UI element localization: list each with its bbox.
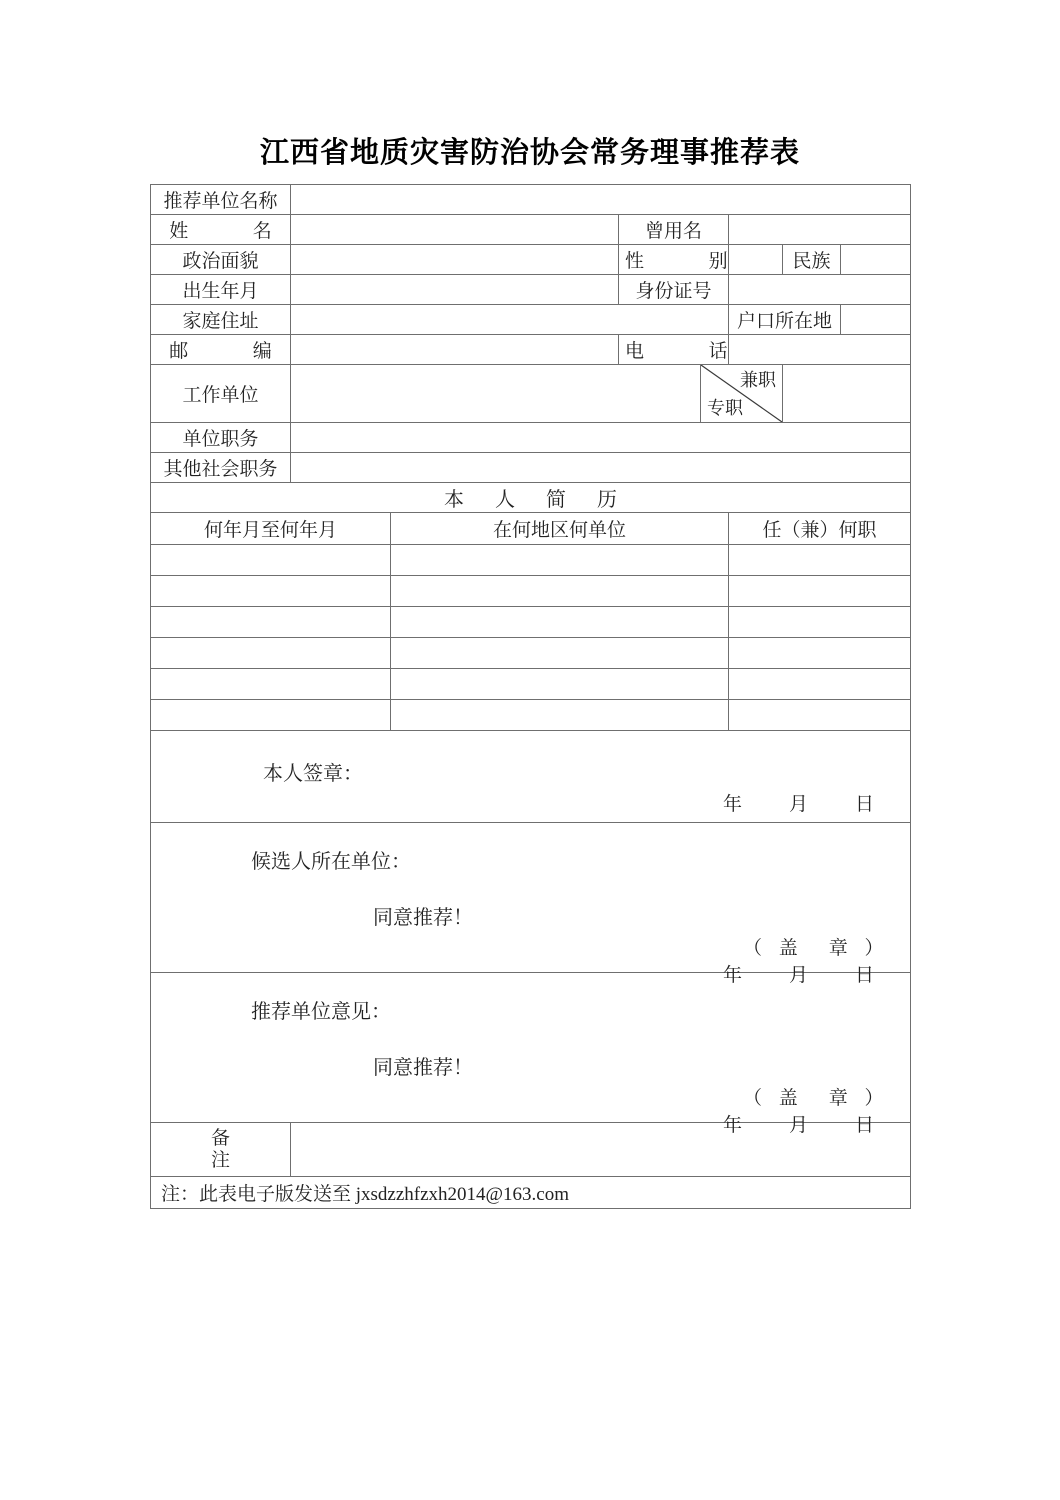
table-row xyxy=(151,545,911,576)
self-signature-date xyxy=(723,789,874,816)
date-day-label: 日 xyxy=(855,794,875,815)
recommending-unit-agree-text: 同意推荐！ xyxy=(373,1057,473,1079)
row-recommending-unit-opinion xyxy=(151,973,911,1123)
label-household-location: 户口所在地 xyxy=(729,305,841,335)
row-birth-date xyxy=(151,275,911,305)
label-home-address: 家庭住址 xyxy=(151,305,291,335)
label-work-unit: 工作单位 xyxy=(151,365,291,423)
resume-cell-period[interactable] xyxy=(151,545,391,576)
resume-section-banner: 本 人 简 历 xyxy=(151,483,911,513)
self-signature-block[interactable] xyxy=(151,731,911,823)
value-id-number[interactable] xyxy=(729,275,911,305)
resume-col-header-period: 何年月至何年月 xyxy=(151,513,391,545)
candidate-unit-opinion-block[interactable] xyxy=(151,823,911,986)
value-telephone[interactable] xyxy=(729,335,911,365)
label-political-status: 政治面貌 xyxy=(151,245,291,275)
table-row xyxy=(151,700,911,731)
label-gender: 性 别 xyxy=(619,245,729,275)
resume-cell-period[interactable] xyxy=(151,607,391,638)
row-resume-banner xyxy=(151,483,911,513)
recommendation-form-table xyxy=(150,184,911,1209)
resume-header-row xyxy=(151,513,911,545)
resume-cell-position[interactable] xyxy=(729,607,911,638)
row-unit-position xyxy=(151,423,911,453)
employment-type-diagonal-cell xyxy=(701,365,783,423)
remarks-label-line2: 注 xyxy=(210,1149,230,1171)
candidate-unit-title: 候选人所在单位： xyxy=(251,851,411,873)
date-year-label: 年 xyxy=(723,794,743,815)
resume-cell-place[interactable] xyxy=(391,638,729,669)
table-row xyxy=(151,669,911,700)
date-year-label: 年 xyxy=(723,965,743,986)
resume-cell-position[interactable] xyxy=(729,545,911,576)
table-row xyxy=(151,638,911,669)
date-month-label: 月 xyxy=(789,1115,809,1136)
remarks-label-line1: 备 xyxy=(210,1128,230,1150)
value-recommending-unit-name[interactable] xyxy=(291,185,911,215)
value-other-social-position[interactable] xyxy=(291,453,911,483)
label-ethnicity: 民族 xyxy=(783,245,841,275)
resume-cell-place[interactable] xyxy=(391,669,729,700)
resume-cell-place[interactable] xyxy=(391,576,729,607)
label-birth-date: 出生年月 xyxy=(151,275,291,305)
value-postcode[interactable] xyxy=(291,335,619,365)
resume-col-header-place: 在何地区何单位 xyxy=(391,513,729,545)
resume-cell-period[interactable] xyxy=(151,576,391,607)
label-name: 姓 名 xyxy=(151,215,291,245)
recommending-unit-seal-label: （ 盖 章 ） xyxy=(743,1088,890,1109)
date-month-label: 月 xyxy=(789,794,809,815)
row-work-unit xyxy=(151,365,911,423)
row-other-social-position xyxy=(151,453,911,483)
row-candidate-unit-opinion xyxy=(151,823,911,973)
resume-cell-period[interactable] xyxy=(151,700,391,731)
row-home-address xyxy=(151,305,911,335)
row-self-signature xyxy=(151,731,911,823)
resume-cell-position[interactable] xyxy=(729,576,911,607)
date-month-label: 月 xyxy=(789,965,809,986)
label-other-social-position: 其他社会职务 xyxy=(151,453,291,483)
label-recommending-unit-name: 推荐单位名称 xyxy=(151,185,291,215)
value-ethnicity[interactable] xyxy=(841,245,911,275)
resume-cell-position[interactable] xyxy=(729,669,911,700)
footnote-text: 注：此表电子版发送至 jxsdzzhfzxh2014@163.com xyxy=(151,1177,911,1209)
resume-cell-place[interactable] xyxy=(391,545,729,576)
candidate-unit-seal-label: （ 盖 章 ） xyxy=(743,938,890,959)
date-day-label: 日 xyxy=(855,965,875,986)
label-id-number: 身份证号 xyxy=(619,275,729,305)
date-day-label: 日 xyxy=(855,1115,875,1136)
value-former-name[interactable] xyxy=(729,215,911,245)
row-recommending-unit xyxy=(151,185,911,215)
label-telephone: 电 话 xyxy=(619,335,729,365)
resume-cell-position[interactable] xyxy=(729,638,911,669)
resume-cell-position[interactable] xyxy=(729,700,911,731)
recommending-unit-opinion-block[interactable] xyxy=(151,973,911,1136)
recommending-unit-date xyxy=(723,1110,874,1137)
self-signature-title: 本人签章： xyxy=(263,763,363,785)
value-birth-date[interactable] xyxy=(291,275,619,305)
value-name[interactable] xyxy=(291,215,619,245)
value-employment-type[interactable] xyxy=(783,365,911,423)
value-unit-position[interactable] xyxy=(291,423,911,453)
value-work-unit[interactable] xyxy=(291,365,701,423)
candidate-unit-agree-text: 同意推荐！ xyxy=(373,907,473,929)
label-former-name: 曾用名 xyxy=(619,215,729,245)
value-household-location[interactable] xyxy=(841,305,911,335)
row-postcode xyxy=(151,335,911,365)
row-name xyxy=(151,215,911,245)
label-remarks xyxy=(151,1123,291,1177)
recommending-unit-title: 推荐单位意见： xyxy=(251,1001,391,1023)
row-footnote xyxy=(151,1177,911,1209)
label-part-time: 兼职 xyxy=(740,370,776,390)
value-political-status[interactable] xyxy=(291,245,619,275)
resume-cell-period[interactable] xyxy=(151,638,391,669)
resume-cell-place[interactable] xyxy=(391,700,729,731)
table-row xyxy=(151,607,911,638)
label-unit-position: 单位职务 xyxy=(151,423,291,453)
resume-col-header-position: 任（兼）何职 xyxy=(729,513,911,545)
label-postcode: 邮 编 xyxy=(151,335,291,365)
date-year-label: 年 xyxy=(723,1115,743,1136)
value-gender[interactable] xyxy=(729,245,783,275)
page-title: 江西省地质灾害防治协会常务理事推荐表 xyxy=(259,137,800,169)
value-home-address[interactable] xyxy=(291,305,729,335)
row-political-status xyxy=(151,245,911,275)
table-row xyxy=(151,576,911,607)
resume-cell-place[interactable] xyxy=(391,607,729,638)
label-full-time: 专职 xyxy=(707,398,743,418)
resume-cell-period[interactable] xyxy=(151,669,391,700)
